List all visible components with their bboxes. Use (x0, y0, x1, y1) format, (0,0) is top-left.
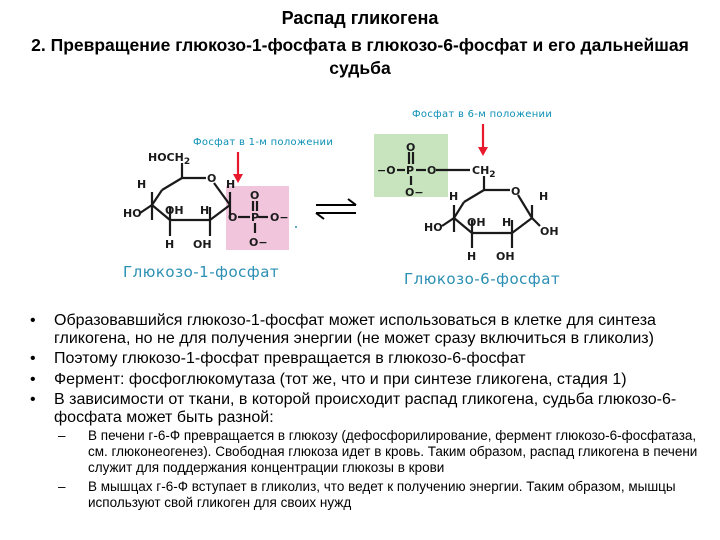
bullet-list (30, 312, 705, 514)
bullet-item: • Образовавшийся глюкозо-1-фосфат может использоваться в клетке для синтеза гликогена, но не для получения энергии (не может сразу включиться в гликолиз) (30, 312, 705, 347)
svg-text:H: H (467, 250, 477, 263)
bullet-item: • Поэтому глюкозо-1-фосфат превращается в глюкозо-6-фосфат (30, 350, 705, 368)
bullet-item (30, 391, 705, 511)
down-arrow-icon-right (478, 124, 488, 156)
ring-oxygen: O (207, 172, 217, 185)
svg-text:HO: HO (123, 207, 142, 220)
bullet-item: • Фермент: фосфоглюкомутаза (тот же, что и при синтезе гликогена, стадия 1) (30, 371, 705, 389)
svg-text:−O: −O (377, 164, 396, 177)
sub-bullet-list (54, 428, 705, 511)
svg-text:P: P (406, 164, 415, 177)
equilibrium-arrows-icon (316, 199, 356, 219)
svg-text:OH: OH (467, 216, 486, 229)
ch2-label: $CH_2$ (472, 164, 496, 180)
svg-text:O: O (427, 164, 437, 177)
sub-bullet-item: – В мышцах г-6-Ф вступает в гликолиз, что ведет к получению энергии. Таким образом, мышцы используют свой гликоген для своих нужд (54, 479, 705, 511)
svg-text:OH: OH (165, 204, 184, 217)
page-subtitle: 2. Превращение глюкозо-1-фосфата в глюкозо-6-фосфат и его дальнейшая судьба (31, 35, 689, 78)
left-annotation: Фосфат в 1-м положении (193, 137, 334, 148)
svg-text:OH: OH (496, 250, 515, 263)
svg-text:H: H (449, 190, 459, 203)
svg-text:O−: O− (270, 211, 289, 224)
ring-oxygen-right: O (511, 185, 521, 198)
bullet-text: В зависимости от ткани, в которой происходит распад гликогена, судьба глюкозо-6-фосфата может быть разной: (54, 391, 677, 426)
svg-text:OH: OH (193, 238, 212, 251)
right-caption: Глюкозо-6-фосфат (404, 270, 561, 288)
sub-bullet-item: – В печени г-6-Ф превращается в глюкозу (дефосфорилирование, фермент глюкозо-6-фосфатаза, см. глюконеогенез). Свободная глюкоза идет в кровь. Таким образом, распад гликогена в печени служит для поддержания концентрации глюкозы в крови (54, 428, 705, 476)
right-annotation: Фосфат в 6-м положении (412, 109, 553, 120)
svg-text:O: O (406, 141, 416, 154)
svg-text:HO: HO (424, 221, 443, 234)
svg-text:O−: O− (249, 236, 268, 249)
svg-text:O: O (228, 211, 238, 224)
svg-text:O: O (250, 189, 260, 202)
svg-text:P: P (251, 211, 260, 224)
svg-text:OH: OH (540, 225, 559, 238)
svg-text:H: H (539, 190, 549, 203)
svg-text:H: H (200, 204, 210, 217)
left-caption: Глюкозо-1-фосфат (123, 263, 280, 281)
svg-text:H: H (137, 178, 147, 191)
svg-text:H: H (502, 216, 512, 229)
page-title: Распад гликогена (281, 8, 439, 28)
reaction-diagram (0, 96, 720, 296)
svg-text:H: H (226, 178, 236, 191)
svg-text:O−: O− (405, 186, 424, 199)
svg-text:H: H (165, 238, 175, 251)
ch2oh-label: $HOCH_2$ (148, 151, 191, 167)
